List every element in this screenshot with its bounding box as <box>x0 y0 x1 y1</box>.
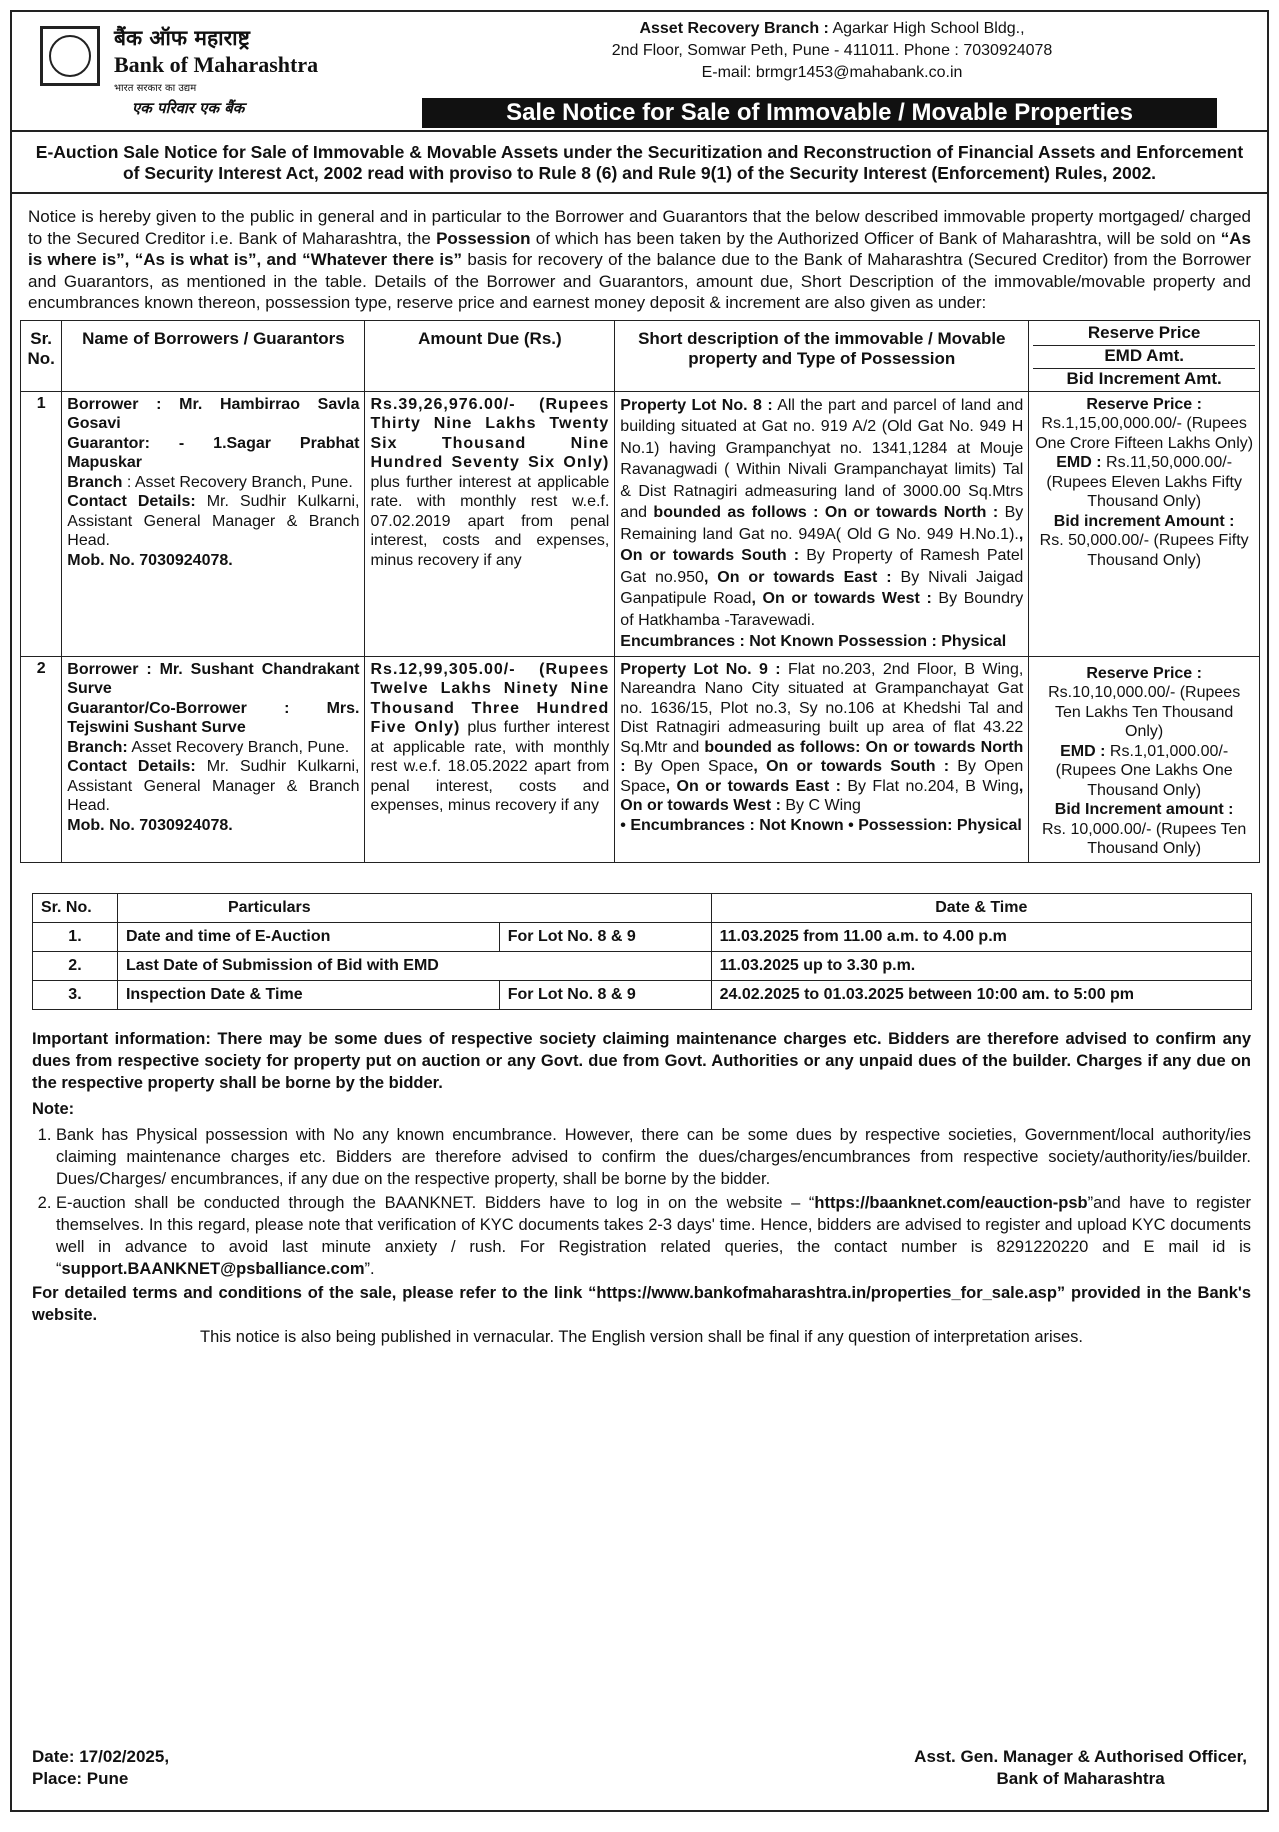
reserve-cell <box>1029 656 1260 862</box>
amount-due: Rs.39,26,976.00/- (Rupees Thirty Nine Lakhs Twenty Six Thousand Nine Hundred Seventy Six Only) <box>370 395 610 471</box>
desc-west: By Boundry of Hatkhamba -Taravewadi. <box>620 590 1024 629</box>
encumbrances: • Encumbrances : Not Known • Possession: Physical <box>620 816 1022 834</box>
bounded-east: , On or towards East : <box>703 568 892 586</box>
table-row <box>33 922 1252 951</box>
sched-col-sr: Sr. No. <box>33 893 118 922</box>
branch-label: Asset Recovery Branch : <box>639 20 829 37</box>
intro-text-1: Notice is hereby given to the public in general and in particular to the Borrower and Guarantors that the below described immovable property mortgaged/ charged to the Secured Creditor i.e. Bank of Maharashtra, the <box>28 207 1251 248</box>
bounded-south: , On or towards South : <box>753 758 950 775</box>
branch-email: E-mail: brmgr1453@mahabank.co.in <box>701 64 963 81</box>
notice-footer <box>32 1746 1247 1790</box>
borrower-cell <box>62 391 365 656</box>
branch-value: : Asset Recovery Branch, Pune. <box>126 473 353 491</box>
officer-bank: Bank of Maharashtra <box>996 1769 1165 1788</box>
baanknet-link[interactable]: https://baanknet.com/eauction-psb <box>814 1193 1088 1212</box>
sched-lot: For Lot No. 8 & 9 <box>499 980 711 1009</box>
notice-place: Place: Pune <box>32 1769 129 1788</box>
reserve-value: Rs.1,15,00,000.00/- (Rupees One Crore Fifteen Lakhs Only) <box>1035 415 1254 452</box>
borrower-cell <box>62 656 365 862</box>
note-label: Note: <box>32 1099 75 1118</box>
emd-label: EMD : <box>1056 454 1102 471</box>
sched-lot: For Lot No. 8 & 9 <box>499 922 711 951</box>
sched-sr: 2. <box>33 951 118 980</box>
reserve-label: Reserve Price : <box>1086 664 1202 682</box>
schedule-header <box>33 893 1252 922</box>
note-2 <box>56 1192 1251 1280</box>
note-2-text-c: ”. <box>364 1259 375 1278</box>
bank-emblem-icon <box>40 26 100 86</box>
branch-addr-line2: 2nd Floor, Somwar Peth, Pune - 411011. Phone : 7030924078 <box>611 42 1053 59</box>
intro-text-2: of which has been taken by the Authorized Officer of Bank of Maharashtra, will be sold on <box>530 228 1221 248</box>
col-bid: Bid Increment Amt. <box>1066 368 1222 388</box>
sched-datetime: 24.02.2025 to 01.03.2025 between 10:00 am. to 5:00 pm <box>711 980 1251 1009</box>
borrower: Borrower : Mr. Sushant Chandrakant Surve <box>67 660 360 697</box>
reserve-cell <box>1029 391 1260 656</box>
bounded-north: bounded as follows : On or towards North : <box>653 504 999 521</box>
row-sr: 1 <box>21 391 62 656</box>
amount-cell <box>365 391 615 656</box>
row-sr: 2 <box>21 656 62 862</box>
sched-particular: Date and time of E-Auction <box>117 922 499 951</box>
contact-label: Contact Details: <box>67 758 196 775</box>
borrower: Borrower : Mr. Hambirrao Savla Gosavi <box>67 395 360 432</box>
col-reserve-price: Reserve Price <box>1033 323 1255 346</box>
bid-value: Rs. 50,000.00/- (Rupees Fifty Thousand Only) <box>1039 532 1249 569</box>
table-row <box>21 391 1260 656</box>
notice-header <box>12 12 1267 132</box>
bid-label: Bid Increment amount : <box>1054 801 1234 818</box>
mobile-number: Mob. No. 7030924078. <box>67 816 233 834</box>
amount-terms: plus further interest at applicable rate, with monthly rest w.e.f. 18.05.2022 apart from penal interest, costs and expenses, minus recovery if any <box>370 719 610 814</box>
notes-section <box>12 1010 1267 1348</box>
sched-datetime: 11.03.2025 from 11.00 a.m. to 4.00 p.m <box>711 922 1251 951</box>
desc-west: By C Wing <box>780 797 861 814</box>
contact-label: Contact Details: <box>67 493 196 510</box>
guarantor: Guarantor/Co-Borrower : Mrs. Tejswini Sushant Surve <box>67 699 360 736</box>
note-1: 1. Bank has Physical possession with No any known encumbrance. However, there can be some dues by respective societies, Government/local authority/ies claiming maintenance charges etc. Bidders are therefore advised to confirm the dues/charges/encumbrances from respective society/authority/ies/builder. Dues/Charges/ encumbrances, if any due on the respective property, shall be borne by the bidder. <box>56 1124 1251 1190</box>
description-cell <box>615 656 1029 862</box>
lot-label: Property Lot No. 8 : <box>620 396 773 414</box>
bounded-west: , On or towards West : <box>620 777 1024 814</box>
contact-value: Mr. Sudhir Kulkarni, Assistant General Manager & Branch Head. <box>67 758 360 814</box>
sched-particular: Inspection Date & Time <box>117 980 499 1009</box>
note-2-text-b: ”and have to register themselves. In this regard, please note that verification of KYC documents takes 2-3 days' time. Hence, bidders are advised to register and upload KYC documents well in advance to avoid last minute anxiety / rush. For Registration related queries, the contact number is 8291220220 and E mail id is “ <box>56 1193 1251 1278</box>
sale-notice-page <box>10 10 1269 1812</box>
branch-value: Asset Recovery Branch, Pune. <box>127 738 350 756</box>
guarantor: Guarantor: - 1.Sagar Prabhat Mapuskar <box>67 434 360 471</box>
desc-south: By Open Space <box>620 758 1024 795</box>
desc-text: Flat no.203, 2nd Floor, B Wing, Nareandra Nano City situated at Grampanchayat Gat no. 1636/15, Plot no.3, Sy no.106 at Khedshi Tal and Dist Ratnagiri admeasuring built up area of flat 43.22 Sq.Mtr and <box>620 660 1024 756</box>
property-table-header <box>21 320 1260 391</box>
sched-sr: 1. <box>33 922 118 951</box>
col-emd: EMD Amt. <box>1033 346 1255 369</box>
col-sr: Sr. No. <box>21 320 62 391</box>
schedule-table <box>32 893 1252 1010</box>
emd-value: Rs.1,01,000.00/- (Rupees One Lakhs One Thousand Only) <box>1055 742 1233 799</box>
sched-col-particulars: Particulars <box>117 893 711 922</box>
bounded-west: , On or towards West : <box>751 590 932 607</box>
col-desc: Short description of the immovable / Movable property and Type of Possession <box>615 320 1029 391</box>
desc-north: By Open Space <box>625 758 754 775</box>
officer-title: Asst. Gen. Manager & Authorised Officer, <box>914 1747 1247 1766</box>
sched-col-datetime: Date & Time <box>711 893 1251 922</box>
sched-particular: Last Date of Submission of Bid with EMD <box>117 951 711 980</box>
logo-subtitle: भारत सरकार का उद्यम <box>114 83 197 94</box>
note-2-text-a: E-auction shall be conducted through the BAANKNET. Bidders have to log in on the website – “ <box>56 1193 815 1212</box>
col-amount: Amount Due (Rs.) <box>365 320 615 391</box>
desc-east: By Flat no.204, B Wing <box>840 777 1019 795</box>
terms-link-text: For detailed terms and conditions of the sale, please refer to the link “https://www.bankofmaharashtra.in/properties_for_sale.asp” provided in the Bank's website. <box>32 1283 1251 1324</box>
amount-terms: plus further interest at applicable rate. with monthly rest w.e.f. 07.02.2019 apart from penal interest, costs and expenses, minus recovery if any <box>370 473 610 569</box>
col-reserve <box>1029 320 1260 391</box>
bid-label: Bid increment Amount : <box>1053 512 1235 530</box>
reserve-label: Reserve Price : <box>1086 395 1202 413</box>
table-row <box>21 656 1260 862</box>
notice-date: Date: 17/02/2025, <box>32 1747 170 1766</box>
intro-asis: “As is where is”, “As is what is”, and “Whatever there is” <box>28 228 1251 269</box>
desc-east: By Nivali Jaigad Ganpatipule Road <box>620 568 1024 607</box>
intro-possession: Possession <box>436 228 531 248</box>
desc-text: All the part and parcel of land and building situated at Gat no. 919 A/2 (Old Gat No. 949 H No.1) having Grampanchyat no. 1341,1284 at Mouje Ravanagwadi ( Within Nivali Grampanchayat limits) Tal & Dist Ratnagiri admeasuring land of 3000.00 Sq.Mtrs and <box>620 396 1024 521</box>
bounded-east: , On or towards East : <box>665 777 841 795</box>
table-row <box>33 980 1252 1009</box>
contact-value: Mr. Sudhir Kulkarni, Assistant General Manager & Branch Head. <box>67 493 360 549</box>
mobile-number: Mob. No. 7030924078. <box>67 551 233 569</box>
amount-due: Rs.12,99,305.00/- (Rupees Twelve Lakhs Ninety Nine Thousand Three Hundred Five Only) <box>370 660 610 736</box>
sched-datetime: 11.03.2025 up to 3.30 p.m. <box>711 951 1251 980</box>
emd-label: EMD : <box>1060 742 1106 760</box>
emd-value: Rs.11,50,000.00/- (Rupees Eleven Lakhs Fifty Thousand Only) <box>1046 454 1242 510</box>
reserve-value: Rs.10,10,000.00/- (Rupees Ten Lakhs Ten Thousand Only) <box>1048 684 1241 740</box>
logo-tagline: एक परिवार एक बैंक <box>132 99 245 117</box>
property-table <box>20 320 1260 863</box>
encumbrances: Encumbrances : Not Known Possession : Physical <box>620 633 1007 650</box>
notice-title: Sale Notice for Sale of Immovable / Movable Properties <box>422 98 1217 128</box>
sched-sr: 3. <box>33 980 118 1009</box>
col-name: Name of Borrowers / Guarantors <box>62 320 365 391</box>
branch-label: Branch: <box>67 738 128 756</box>
intro-text-3: basis for recovery of the balance due to the Bank of Maharashtra (Secured Creditor) from the Borrower and Guarantors, as mentioned in the table. Details of the Borrower and Guarantors, amount due, Short Description of the immovable/movable property and encumbrances known thereon, possession type, reserve price and earnest money deposit & increment are also given as under: <box>28 250 1251 312</box>
bounded-north: bounded as follows: On or towards North : <box>620 738 1024 775</box>
amount-cell <box>365 656 615 862</box>
branch-addr-line1: Agarkar High School Bldg., <box>832 20 1025 37</box>
lot-label: Property Lot No. 9 : <box>620 660 781 678</box>
support-email[interactable]: support.BAANKNET@psballiance.com <box>61 1259 365 1278</box>
description-cell <box>615 391 1029 656</box>
intro-paragraph <box>12 194 1267 320</box>
vernacular-note: This notice is also being published in vernacular. The English version shall be final if any question of interpretation arises. <box>200 1327 1083 1346</box>
branch-label: Branch <box>67 473 123 491</box>
important-info: Important information: There may be some dues of respective society claiming maintenance charges etc. Bidders are therefore advised to confirm any dues from respective society for property put on auction or any Govt. due from Govt. Authorities or any unpaid dues of the builder. Charges if any due on the respective property shall be borne by the bidder. <box>32 1029 1251 1092</box>
desc-north: By Remaining land Gat no. 949A( Old G No. 949 H.No.1). <box>620 504 1024 543</box>
bid-value: Rs. 10,000.00/- (Rupees Ten Thousand Only) <box>1042 820 1247 857</box>
logo-hindi-name: बैंक ऑफ महाराष्ट्र <box>114 26 250 50</box>
table-row <box>33 951 1252 980</box>
branch-address <box>572 18 1092 84</box>
logo-english-name: Bank of Maharashtra <box>114 52 319 77</box>
act-heading: E-Auction Sale Notice for Sale of Immovable & Movable Assets under the Securitization and Reconstruction of Financial Assets and Enforcement of Security Interest Act, 2002 read with proviso to Rule 8 (6) and Rule 9(1) of the Security Interest (Enforcement) Rules, 2002. <box>12 132 1267 194</box>
bounded-south: , On or towards South : <box>620 525 1024 564</box>
bank-logo <box>32 20 362 120</box>
desc-south: By Property of Ramesh Patel Gat no.950 <box>620 547 1024 586</box>
